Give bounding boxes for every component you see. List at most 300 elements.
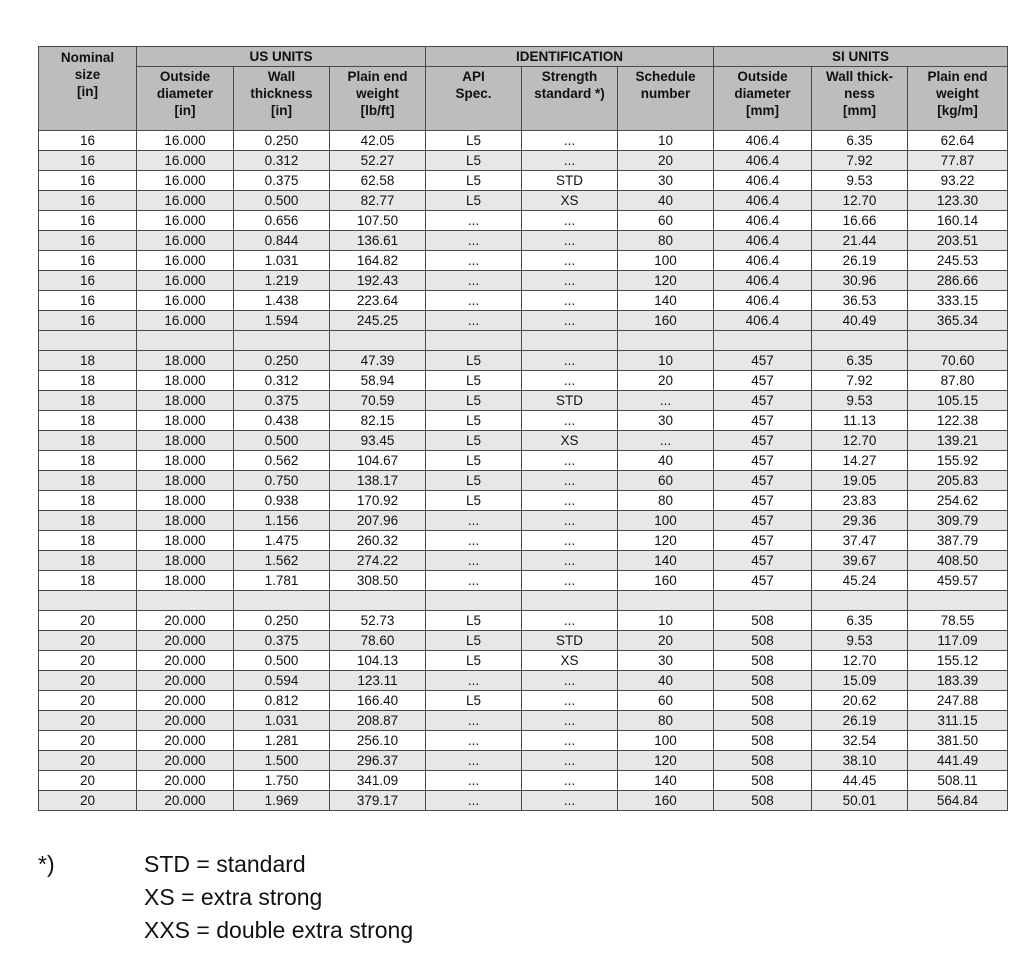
table-cell: 18.000 [137,431,234,451]
table-cell: 11.13 [812,411,908,431]
table-cell: 20 [39,771,137,791]
table-cell: 457 [714,431,812,451]
table-cell [522,591,618,611]
table-cell: 136.61 [330,231,426,251]
table-cell: 15.09 [812,671,908,691]
table-cell: 406.4 [714,291,812,311]
table-cell: 23.83 [812,491,908,511]
table-cell: 20.000 [137,691,234,711]
header-us-units: US UNITS [137,47,426,67]
table-cell: 80 [618,711,714,731]
table-cell: ... [522,131,618,151]
table-cell: 0.438 [234,411,330,431]
table-cell: 160 [618,571,714,591]
table-cell: 286.66 [908,271,1008,291]
header-us-outside-diameter [137,67,234,131]
table-cell: 508 [714,631,812,651]
table-cell: 408.50 [908,551,1008,571]
table-cell: ... [522,291,618,311]
header-line: Wall [267,69,296,84]
table-cell: 80 [618,231,714,251]
table-row [39,651,1008,671]
header-line: Schedule [635,69,696,84]
table-cell: 0.250 [234,611,330,631]
table-cell: 0.375 [234,631,330,651]
table-cell: 1.781 [234,571,330,591]
table-cell: 1.281 [234,731,330,751]
table-cell: 12.70 [812,651,908,671]
table-cell: 62.58 [330,171,426,191]
table-cell: ... [426,211,522,231]
table-cell: 20.000 [137,771,234,791]
header-line: ness [844,86,875,101]
header-line: Plain end [347,69,408,84]
table-cell: 1.969 [234,791,330,811]
table-cell: 18.000 [137,371,234,391]
table-cell: 20.000 [137,651,234,671]
table-cell [137,331,234,351]
table-cell: XS [522,191,618,211]
table-cell [908,591,1008,611]
table-row [39,131,1008,151]
footnote-line: STD = standard [144,851,306,877]
table-cell: 508 [714,671,812,691]
table-cell: ... [522,351,618,371]
table-cell: 18 [39,391,137,411]
table-row [39,391,1008,411]
table-cell: 12.70 [812,191,908,211]
table-cell: 192.43 [330,271,426,291]
table-cell: ... [522,271,618,291]
table-row [39,711,1008,731]
table-row [39,511,1008,531]
table-cell: ... [426,571,522,591]
table-cell: 50.01 [812,791,908,811]
table-cell [234,591,330,611]
header-line: [mm] [843,103,877,118]
table-cell: 20.000 [137,671,234,691]
table-cell: 60 [618,471,714,491]
table-cell: ... [522,411,618,431]
table-cell: ... [426,231,522,251]
table-cell: 20 [39,751,137,771]
table-cell: L5 [426,451,522,471]
table-cell: 0.500 [234,651,330,671]
header-api-spec [426,67,522,131]
table-row [39,371,1008,391]
table-row [39,631,1008,651]
table-cell: 18.000 [137,531,234,551]
table-cell: 406.4 [714,231,812,251]
table-cell: 1.500 [234,751,330,771]
table-cell: 104.67 [330,451,426,471]
table-cell: ... [618,431,714,451]
table-cell: 26.19 [812,711,908,731]
table-cell: 30 [618,411,714,431]
table-cell: 32.54 [812,731,908,751]
table-cell: 1.750 [234,771,330,791]
table-cell: 21.44 [812,231,908,251]
table-cell: 20.000 [137,711,234,731]
table-cell: 16 [39,291,137,311]
table-cell: L5 [426,171,522,191]
table-cell: 42.05 [330,131,426,151]
table-cell: L5 [426,191,522,211]
table-cell: 308.50 [330,571,426,591]
table-cell: 406.4 [714,251,812,271]
header-si-plain-end-weight [908,67,1008,131]
table-cell: 406.4 [714,311,812,331]
table-cell: 406.4 [714,151,812,171]
table-cell: 0.250 [234,351,330,371]
table-cell [812,591,908,611]
header-us-plain-end-weight [330,67,426,131]
table-cell: 223.64 [330,291,426,311]
table-cell: 245.53 [908,251,1008,271]
table-cell: ... [522,611,618,631]
table-cell: 508 [714,611,812,631]
header-line: thickness [250,86,313,101]
table-cell: 18 [39,511,137,531]
table-cell: 16.000 [137,311,234,331]
table-cell: 100 [618,511,714,531]
table-cell: ... [522,551,618,571]
table-cell: ... [426,551,522,571]
table-cell [908,331,1008,351]
table-cell: 0.500 [234,191,330,211]
table-cell [39,591,137,611]
header-line: [in] [77,84,98,99]
table-cell: 20.000 [137,791,234,811]
header-schedule-number [618,67,714,131]
table-cell: 20 [39,671,137,691]
table-cell: 6.35 [812,351,908,371]
table-cell: 62.64 [908,131,1008,151]
table-cell: 18.000 [137,551,234,571]
table-cell: 140 [618,291,714,311]
table-cell [330,591,426,611]
table-cell: 247.88 [908,691,1008,711]
table-cell: XS [522,431,618,451]
table-row [39,471,1008,491]
header-line: standard *) [534,86,605,101]
table-cell: 311.15 [908,711,1008,731]
table-cell: 87.80 [908,371,1008,391]
table-cell: 508 [714,791,812,811]
table-cell: 564.84 [908,791,1008,811]
table-cell: L5 [426,651,522,671]
table-cell: 10 [618,611,714,631]
table-cell: 16 [39,251,137,271]
table-cell: 107.50 [330,211,426,231]
table-cell: ... [426,751,522,771]
table-cell: L5 [426,491,522,511]
table-cell: 1.594 [234,311,330,331]
table-cell: ... [426,291,522,311]
footnote-legend [144,848,413,947]
table-cell: 183.39 [908,671,1008,691]
separator-row [39,591,1008,611]
table-cell: 18.000 [137,491,234,511]
table-cell: 18.000 [137,511,234,531]
table-cell: 18.000 [137,451,234,471]
table-cell: 170.92 [330,491,426,511]
table-cell: 296.37 [330,751,426,771]
table-cell: 406.4 [714,171,812,191]
table-cell [522,331,618,351]
table-cell: 0.812 [234,691,330,711]
table-cell: 274.22 [330,551,426,571]
table-row [39,151,1008,171]
table-cell: 20.000 [137,611,234,631]
table-cell: 205.83 [908,471,1008,491]
table-cell: 203.51 [908,231,1008,251]
table-cell: 0.375 [234,171,330,191]
table-cell: 459.57 [908,571,1008,591]
footnote-mark: *) [38,851,55,877]
pipe-dimensions-table [38,46,1008,811]
table-cell: 29.36 [812,511,908,531]
table-cell: 0.562 [234,451,330,471]
table-cell: 39.67 [812,551,908,571]
header-line: [mm] [746,103,780,118]
table-cell: 18 [39,471,137,491]
table-row [39,191,1008,211]
table-cell [714,331,812,351]
table-cell: 155.92 [908,451,1008,471]
table-row [39,531,1008,551]
table-cell: 16.000 [137,191,234,211]
table-cell: 20.000 [137,751,234,771]
table-row [39,751,1008,771]
table-cell: 406.4 [714,271,812,291]
table-cell: 381.50 [908,731,1008,751]
table-cell: 207.96 [330,511,426,531]
table-cell: 406.4 [714,211,812,231]
table-cell: 341.09 [330,771,426,791]
table-cell: 457 [714,511,812,531]
table-cell: 16.000 [137,171,234,191]
table-cell: ... [522,371,618,391]
table-row [39,691,1008,711]
table-cell: 123.30 [908,191,1008,211]
table-cell: ... [522,531,618,551]
table-cell: 1.562 [234,551,330,571]
table-cell: L5 [426,611,522,631]
table-cell: 160.14 [908,211,1008,231]
table-cell: ... [522,731,618,751]
table-cell: 80 [618,491,714,511]
table-cell: 16 [39,211,137,231]
table-cell: 16.000 [137,291,234,311]
table-cell: 0.312 [234,151,330,171]
table-cell: 457 [714,491,812,511]
table-cell: 508 [714,771,812,791]
table-cell: 70.60 [908,351,1008,371]
table-cell: 16.000 [137,131,234,151]
table-cell: 16 [39,231,137,251]
table-cell: 78.60 [330,631,426,651]
table-cell: 18.000 [137,391,234,411]
table-cell: 7.92 [812,371,908,391]
table-cell: 38.10 [812,751,908,771]
table-cell: 379.17 [330,791,426,811]
header-line: Nominal [60,50,115,65]
table-cell: 93.45 [330,431,426,451]
table-cell: 16.66 [812,211,908,231]
table-cell [618,331,714,351]
table-cell: 406.4 [714,191,812,211]
table-cell: 18.000 [137,471,234,491]
table-cell [137,591,234,611]
header-column-row [39,67,1008,131]
table-cell: 457 [714,411,812,431]
table-cell: 20 [618,371,714,391]
table-cell [426,331,522,351]
table-cell: ... [522,751,618,771]
table-cell: 20 [618,151,714,171]
table-cell: 10 [618,351,714,371]
table-cell: 20 [39,631,137,651]
header-nominal-size [39,47,137,131]
table-cell: 457 [714,351,812,371]
table-row [39,491,1008,511]
table-cell [330,331,426,351]
table-cell: 20.62 [812,691,908,711]
table-cell: 20 [39,711,137,731]
table-cell: 441.49 [908,751,1008,771]
table-cell: L5 [426,351,522,371]
table-cell: 160 [618,791,714,811]
table-cell: ... [426,311,522,331]
header-line: Outside [737,69,788,84]
table-cell: 457 [714,391,812,411]
header-line: Plain end [927,69,988,84]
table-cell: ... [426,251,522,271]
table-cell: 333.15 [908,291,1008,311]
table-cell: 18 [39,351,137,371]
table-cell: 52.73 [330,611,426,631]
table-cell: 18.000 [137,411,234,431]
table-cell [714,591,812,611]
table-cell: 7.92 [812,151,908,171]
table-cell: 16.000 [137,211,234,231]
table-row [39,671,1008,691]
table-cell [426,591,522,611]
table-cell: 18 [39,551,137,571]
header-si-outside-diameter [714,67,812,131]
table-cell [234,331,330,351]
table-cell: 16 [39,191,137,211]
table-cell: 254.62 [908,491,1008,511]
table-cell: 508 [714,651,812,671]
table-cell: XS [522,651,618,671]
table-cell: 256.10 [330,731,426,751]
table-cell: 16 [39,271,137,291]
table-cell: 164.82 [330,251,426,271]
table-row [39,271,1008,291]
table-row [39,211,1008,231]
table-cell: 6.35 [812,611,908,631]
table-cell: 1.475 [234,531,330,551]
table-cell: STD [522,631,618,651]
table-cell: ... [522,491,618,511]
header-si-wall-thickness [812,67,908,131]
table-cell: 19.05 [812,471,908,491]
table-cell: 9.53 [812,631,908,651]
table-cell: L5 [426,631,522,651]
table-cell: 100 [618,251,714,271]
table-cell: L5 [426,411,522,431]
table-cell: 16 [39,131,137,151]
table-cell: ... [522,211,618,231]
table-body [39,131,1008,811]
table-cell: 457 [714,571,812,591]
table-cell: ... [426,771,522,791]
table-cell: 20 [39,651,137,671]
table-row [39,791,1008,811]
header-line: Spec. [455,86,492,101]
table-cell: 20 [39,611,137,631]
table-row [39,771,1008,791]
table-cell: 457 [714,531,812,551]
table-cell: 140 [618,551,714,571]
table-row [39,251,1008,271]
header-line: weight [356,86,399,101]
table-cell: 365.34 [908,311,1008,331]
table-cell: 508 [714,751,812,771]
table-row [39,451,1008,471]
table-cell: 0.938 [234,491,330,511]
table-cell: 20 [39,791,137,811]
table-cell: 0.594 [234,671,330,691]
table-row [39,231,1008,251]
header-line: diameter [156,86,214,101]
table-cell: 40 [618,451,714,471]
header-strength-standard [522,67,618,131]
table-cell: 18 [39,431,137,451]
table-cell: 508 [714,691,812,711]
header-line: number [640,86,691,101]
table-cell: 37.47 [812,531,908,551]
header-group-row [39,47,1008,67]
table-cell: 14.27 [812,451,908,471]
table-cell: ... [426,531,522,551]
table-cell: 166.40 [330,691,426,711]
table-cell: 16 [39,151,137,171]
table-cell: 1.219 [234,271,330,291]
table-cell: 16 [39,171,137,191]
table-cell: 18 [39,371,137,391]
separator-row [39,331,1008,351]
table-row [39,431,1008,451]
table-cell: 406.4 [714,131,812,151]
table-cell: 105.15 [908,391,1008,411]
table-cell: 60 [618,211,714,231]
table-cell: 1.031 [234,251,330,271]
table-cell: 0.656 [234,211,330,231]
table-cell: ... [522,711,618,731]
table-cell: 58.94 [330,371,426,391]
table-cell: 60 [618,691,714,711]
header-line: API [462,69,485,84]
table-cell: 122.38 [908,411,1008,431]
table-cell: ... [522,791,618,811]
header-line: [in] [174,103,196,118]
table-cell: ... [522,511,618,531]
table-cell: ... [522,231,618,251]
table-cell: 40.49 [812,311,908,331]
